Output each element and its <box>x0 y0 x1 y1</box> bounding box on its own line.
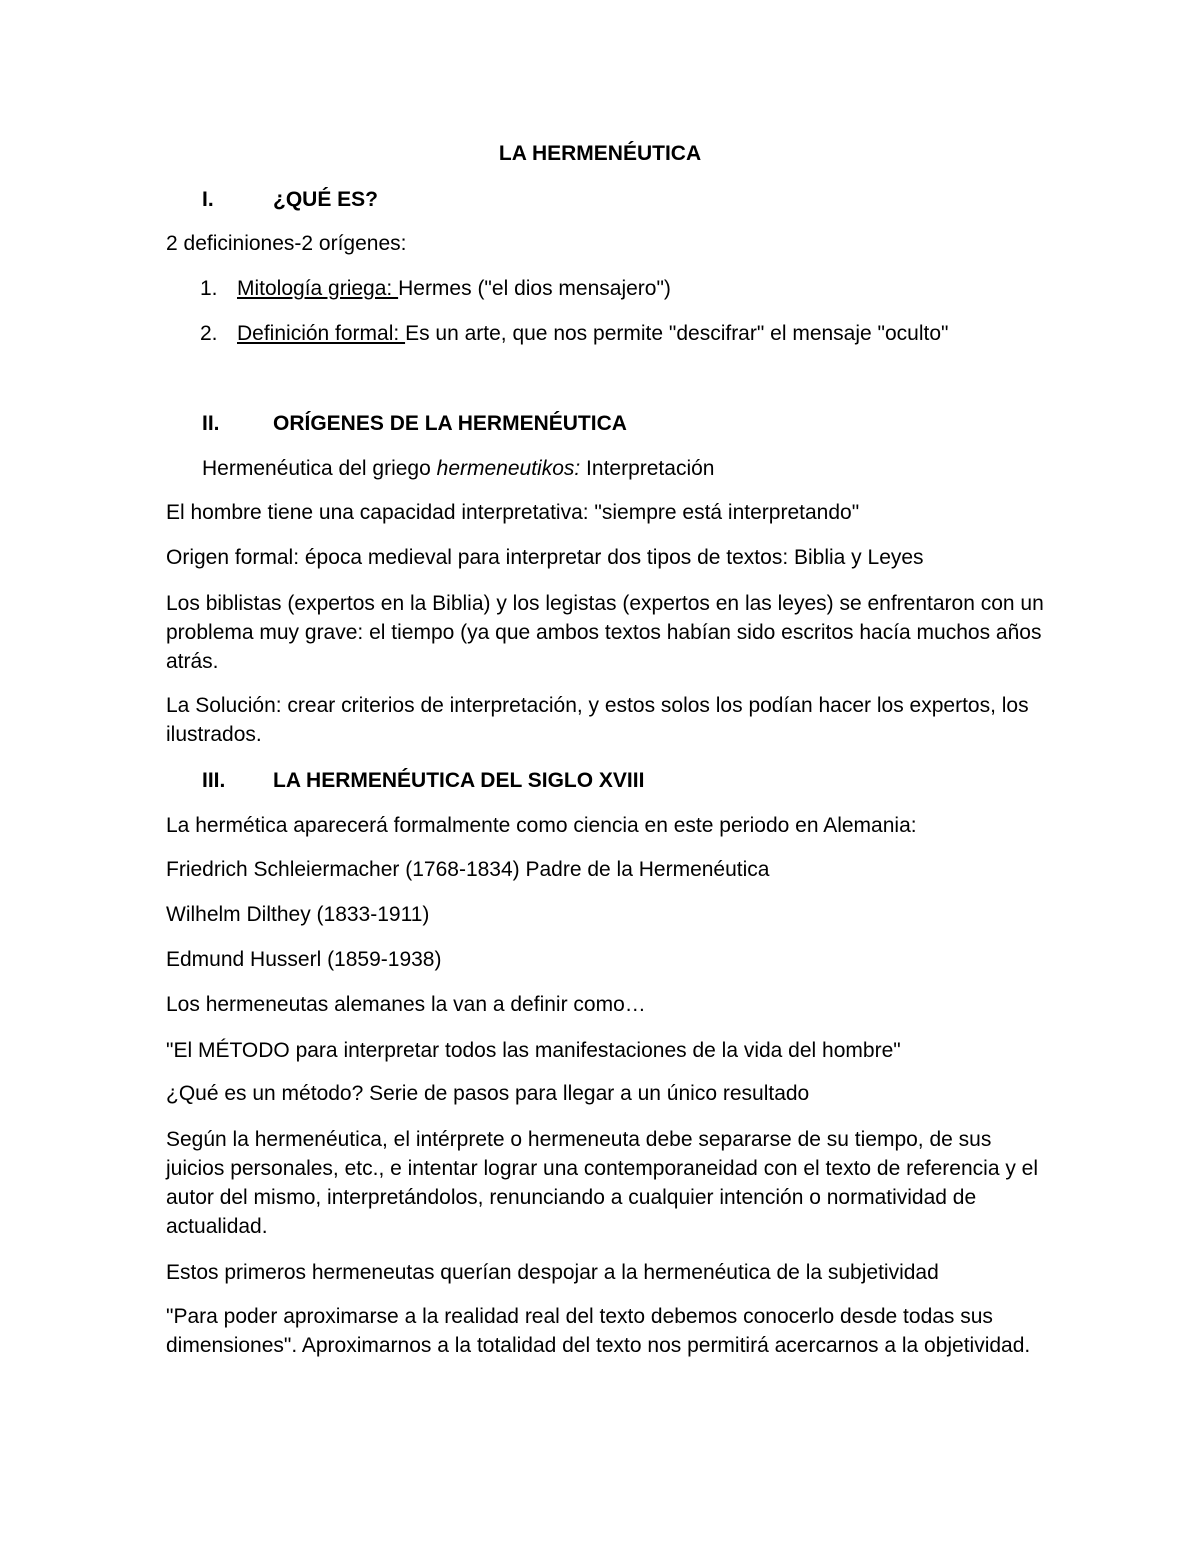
paragraph: El hombre tiene una capacidad interpretativa: "siempre está interpretando" <box>166 501 860 524</box>
paragraph: Los hermeneutas alemanes la van a definir como… <box>166 993 646 1016</box>
list-item-1 <box>237 274 671 303</box>
etymology-term: hermeneutikos: <box>436 457 581 480</box>
list-item-2-label: Definición formal: <box>237 322 406 345</box>
paragraph: Los biblistas (expertos en la Biblia) y los legistas (expertos en las leyes) se enfrentaron con un problema muy grave: el tiempo (ya que ambos textos habían sido escritos hacía muchos años atrás. <box>166 592 1044 673</box>
paragraph: La hermética aparecerá formalmente como ciencia en este periodo en Alemania: <box>166 814 917 837</box>
list-item-1-label: Mitología griega: <box>237 277 399 300</box>
paragraph: Wilhelm Dilthey (1833-1911) <box>166 903 430 926</box>
section-2-heading: ORÍGENES DE LA HERMENÉUTICA <box>273 412 627 435</box>
paragraph: Edmund Husserl (1859-1938) <box>166 948 442 971</box>
etymology-prefix: Hermenéutica del griego <box>202 457 437 480</box>
paragraph: Friedrich Schleiermacher (1768-1834) Padre de la Hermenéutica <box>166 858 770 881</box>
list-item-1-text: Hermes ("el dios mensajero") <box>398 277 671 300</box>
section-3-number: III. <box>202 769 226 792</box>
paragraph: Según la hermenéutica, el intérprete o hermeneuta debe separarse de su tiempo, de sus juicios personales, etc., e intentar lograr una contemporaneidad con el texto de referencia y el autor del mismo, interpretándolos, renunciando a cualquier intención o normatividad de actualidad. <box>166 1128 1039 1238</box>
quote: "El MÉTODO para interpretar todos las manifestaciones de la vida del hombre" <box>166 1039 901 1062</box>
paragraph: Origen formal: época medieval para interpretar dos tipos de textos: Biblia y Leyes <box>166 546 924 569</box>
paragraph: ¿Qué es un método? Serie de pasos para llegar a un único resultado <box>166 1082 810 1105</box>
etymology-line <box>202 454 714 483</box>
quote: "Para poder aproximarse a la realidad real del texto debemos conocerlo desde todas sus dimensiones". Aproximarnos a la totalidad del texto nos permitirá acercarnos a la objetividad. <box>166 1305 1031 1357</box>
list-item-1-number: 1. <box>200 277 218 300</box>
paragraph: Estos primeros hermeneutas querían despojar a la hermenéutica de la subjetividad <box>166 1261 939 1284</box>
list-item-2-number: 2. <box>200 322 218 345</box>
section-1-intro: 2 deficiniones-2 orígenes: <box>166 232 407 255</box>
paragraph: La Solución: crear criterios de interpretación, y estos solos los podían hacer los expertos, los ilustrados. <box>166 694 1029 746</box>
etymology-suffix: Interpretación <box>580 457 715 480</box>
section-1-heading: ¿QUÉ ES? <box>273 188 379 211</box>
section-3-heading: LA HERMENÉUTICA DEL SIGLO XVIII <box>273 769 645 792</box>
list-item-2 <box>237 319 948 348</box>
document-title: LA HERMENÉUTICA <box>498 142 702 165</box>
section-1-number: I. <box>202 188 214 211</box>
list-item-2-text: Es un arte, que nos permite "descifrar" el mensaje "oculto" <box>405 322 949 345</box>
section-2-number: II. <box>202 412 220 435</box>
